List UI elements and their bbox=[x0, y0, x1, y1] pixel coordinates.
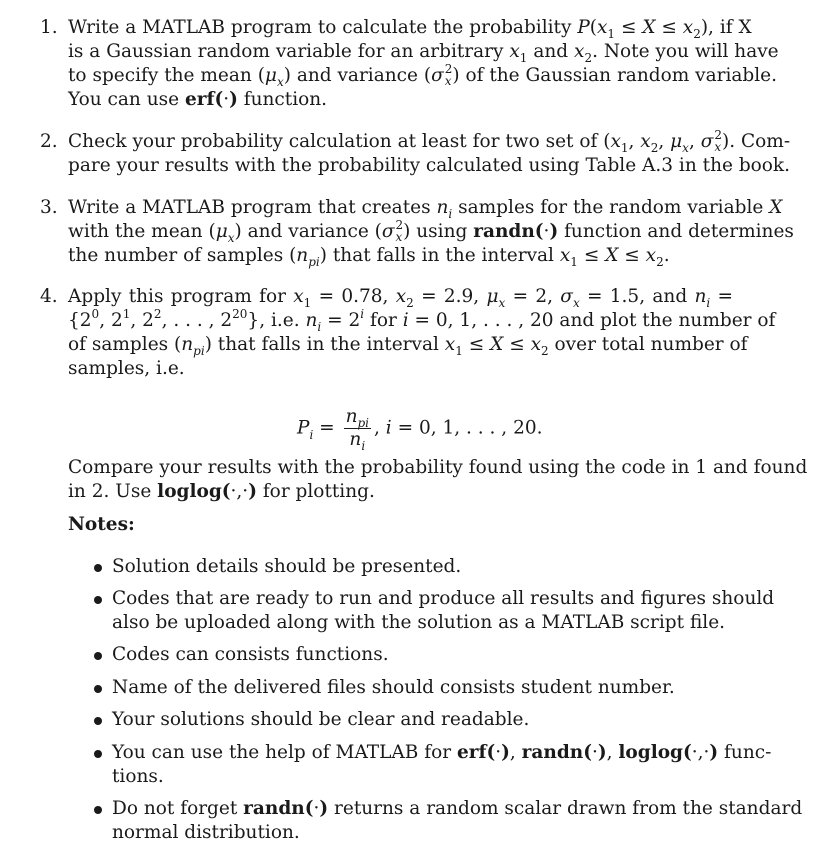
problem-number: 2. bbox=[40, 131, 58, 152]
problem-line: pare your results with the probability calculated using Table A.3 in the book. bbox=[68, 155, 791, 176]
notes-heading: Notes: bbox=[68, 514, 135, 535]
problem-line: {$2^0$, $2^1$, $2^2$, . . . , $2^{20}$}, i.e. $n_i = 2^i$ for i = 0, 1, . . . , 20 and plot the number of bbox=[68, 307, 776, 334]
problem-number: 3. bbox=[40, 197, 58, 218]
problem-line: is a Gaussian random variable for an arbitrary $x_1$ and $x_2$. Note you will have bbox=[68, 41, 779, 65]
bullet-icon bbox=[94, 750, 102, 758]
bullet-icon bbox=[94, 806, 102, 814]
problem-line: Apply this program for $x_1 = 0.78$, $x_2 = 2.9$, $\mu_x = 2$, $\sigma_x = 1.5$, and $n_i$ = bbox=[68, 286, 734, 310]
problem-line: of samples $(n_{pi})$ that falls in the interval $x_1 \le X \le x_2$ over total number of bbox=[68, 334, 748, 358]
note-text: normal distribution. bbox=[112, 822, 300, 843]
bullet-icon bbox=[94, 652, 102, 660]
note-text: also be uploaded along with the solution as a MATLAB script file. bbox=[112, 612, 726, 633]
problem-line: to specify the mean $(\mu_x)$ and variance (σ 2 x ) of the Gaussian random variable. bbox=[68, 62, 778, 89]
compare-line: in 2. Use loglog(·,·) for plotting. bbox=[68, 481, 375, 502]
bullet-icon bbox=[94, 685, 102, 693]
note-text: Solution details should be presented. bbox=[112, 556, 462, 577]
problem-line: the number of samples $(n_{pi})$ that falls in the interval $x_1 \le X \le x_2$. bbox=[68, 245, 670, 269]
problem-line: with the mean $(\mu_x)$ and variance (σ 2 x ) using randn(·) function and determines bbox=[68, 218, 794, 245]
note-text: Do not forget randn(·) returns a random scalar drawn from the standard bbox=[112, 798, 803, 819]
problem-line: Write a MATLAB program that creates $n_i$ samples for the random variable X bbox=[68, 197, 783, 221]
problem-line: samples, i.e. bbox=[68, 358, 185, 379]
bullet-icon bbox=[94, 564, 102, 572]
problem-number: 4. bbox=[40, 286, 58, 307]
note-text: tions. bbox=[112, 766, 164, 787]
note-text: Your solutions should be clear and readable. bbox=[112, 709, 530, 730]
note-text: Name of the delivered files should consists student number. bbox=[112, 677, 675, 698]
problem-line: Write a MATLAB program to calculate the probability $P(x_1 \le X \le x_2)$, if X bbox=[68, 17, 752, 41]
fraction: $\frac{n_{pi}}{n_i}$ bbox=[345, 406, 370, 453]
problem-line: Check your probability calculation at least for two set of ($x_1$, $x_2$, $\mu_x$, σ 2 x ). Com- bbox=[68, 128, 791, 155]
problem-line: You can use erf(·) function. bbox=[68, 89, 328, 110]
probability-formula: $P_i$ = $\frac{n_{pi}}{n_i}$ , i = 0, 1, . . . , 20. bbox=[297, 406, 543, 453]
compare-line: Compare your results with the probability found using the code in 1 and found bbox=[68, 457, 808, 478]
note-text: Codes that are ready to run and produce all results and figures should bbox=[112, 588, 775, 609]
problem-number: 1. bbox=[40, 17, 58, 38]
bullet-icon bbox=[94, 596, 102, 604]
note-text: You can use the help of MATLAB for erf(·), randn(·), loglog(·,·) func- bbox=[112, 742, 772, 763]
note-text: Codes can consists functions. bbox=[112, 644, 389, 665]
bullet-icon bbox=[94, 717, 102, 725]
